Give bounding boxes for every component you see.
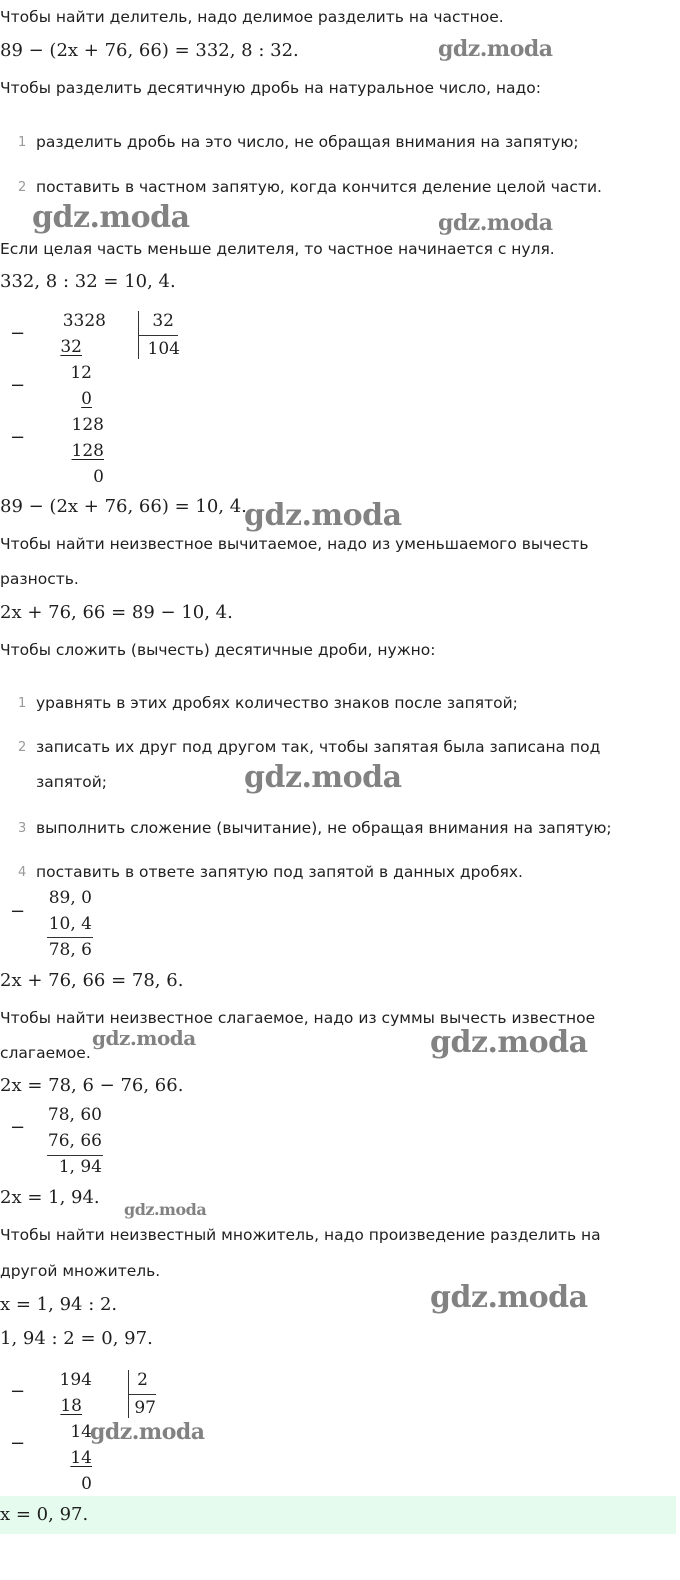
list-number: 1: [18, 696, 27, 711]
minus-sign: −: [10, 1381, 26, 1402]
remainder: 0: [93, 467, 104, 487]
rule-zero-quotient: Если целая часть меньше делителя, то частное начинается с нуля.: [0, 240, 555, 258]
subtrahend: 32: [60, 337, 82, 357]
subtrahend: 10, 4: [48, 914, 92, 934]
division-bar: [138, 335, 178, 336]
minus-sign: −: [10, 375, 26, 396]
list-item-cont: запятой;: [36, 773, 108, 791]
final-answer: x = 0, 97.: [0, 1504, 89, 1525]
dividend: 3328: [62, 311, 106, 331]
minus-sign: −: [10, 1117, 26, 1138]
list-item: поставить в частном запятую, когда кончится деление целой части.: [36, 178, 602, 196]
subtrahend: 0: [81, 389, 92, 409]
list-item: записать их друг под другом так, чтобы запятая была записана под: [36, 738, 601, 756]
dividend: 194: [59, 1370, 92, 1390]
quotient: 104: [147, 339, 180, 359]
list-item: уравнять в этих дробях количество знаков после запятой;: [36, 694, 518, 712]
rule-divisor: Чтобы найти делитель, надо делимое разделить на частное.: [0, 8, 504, 26]
quotient: 97: [134, 1398, 156, 1418]
answer-highlight: [0, 1496, 676, 1534]
rule-subtrahend-cont: разность.: [0, 570, 79, 588]
minuend: 89, 0: [48, 888, 92, 908]
divisor: 32: [152, 311, 174, 331]
list-number: 4: [18, 865, 27, 880]
watermark: gdz.moda: [244, 498, 402, 533]
list-number: 2: [18, 740, 27, 755]
watermark: gdz.moda: [32, 200, 190, 235]
equation-9: 1, 94 : 2 = 0, 97.: [0, 1328, 153, 1349]
minus-sign: −: [10, 1433, 26, 1454]
watermark: gdz.moda: [438, 210, 553, 236]
rule-subtrahend: Чтобы найти неизвестное вычитаемое, надо из уменьшаемого вычесть: [0, 535, 589, 553]
equation-4: 2x + 76, 66 = 89 − 10, 4.: [0, 602, 233, 623]
equation-8: x = 1, 94 : 2.: [0, 1294, 118, 1315]
subtrahend: 14: [70, 1448, 92, 1468]
minuend: 78, 60: [47, 1105, 102, 1125]
list-item: выполнить сложение (вычитание), не обращая внимания на запятую;: [36, 819, 612, 837]
rule-factor: Чтобы найти неизвестный множитель, надо произведение разделить на: [0, 1226, 601, 1244]
subtrahend: 18: [60, 1396, 82, 1416]
list-number: 1: [18, 135, 27, 150]
remainder: 12: [70, 363, 92, 383]
list-item: разделить дробь на это число, не обращая внимания на запятую;: [36, 133, 579, 151]
equation-6: 2x = 78, 6 − 76, 66.: [0, 1075, 184, 1096]
rule-addend: Чтобы найти неизвестное слагаемое, надо из суммы вычесть известное: [0, 1009, 596, 1027]
difference: 1, 94: [58, 1157, 102, 1177]
sum-line: [47, 937, 93, 938]
equation-1: 89 − (2x + 76, 66) = 332, 8 : 32.: [0, 40, 299, 61]
minus-sign: −: [10, 323, 26, 344]
watermark: gdz.moda: [430, 1025, 588, 1060]
list-number: 2: [18, 180, 27, 195]
watermark: gdz.moda: [92, 1026, 196, 1050]
difference: 78, 6: [48, 940, 92, 960]
watermark: gdz.moda: [430, 1280, 588, 1315]
watermark: gdz.moda: [244, 760, 402, 795]
list-number: 3: [18, 821, 27, 836]
equation-7: 2x = 1, 94.: [0, 1187, 100, 1208]
minus-sign: −: [10, 901, 26, 922]
minus-sign: −: [10, 427, 26, 448]
remainder: 128: [71, 415, 104, 435]
rule-factor-cont: другой множитель.: [0, 1262, 161, 1280]
equation-2: 332, 8 : 32 = 10, 4.: [0, 271, 176, 292]
rule-decimal-division: Чтобы разделить десятичную дробь на натуральное число, надо:: [0, 79, 541, 97]
equation-3: 89 − (2x + 76, 66) = 10, 4.: [0, 496, 247, 517]
rule-decimal-addition: Чтобы сложить (вычесть) десятичные дроби, нужно:: [0, 641, 436, 659]
divisor: 2: [137, 1370, 148, 1390]
subtrahend: 128: [71, 441, 104, 461]
rule-addend-cont: слагаемое.: [0, 1044, 91, 1062]
subtrahend: 76, 66: [47, 1131, 102, 1151]
division-bar: [128, 1394, 156, 1395]
list-item: поставить в ответе запятую под запятой в данных дробях.: [36, 863, 523, 881]
watermark: gdz.moda: [90, 1419, 205, 1445]
remainder: 14: [70, 1422, 92, 1442]
watermark: gdz.moda: [124, 1200, 207, 1219]
equation-5: 2x + 76, 66 = 78, 6.: [0, 970, 184, 991]
remainder: 0: [81, 1474, 92, 1494]
watermark: gdz.moda: [438, 36, 553, 62]
